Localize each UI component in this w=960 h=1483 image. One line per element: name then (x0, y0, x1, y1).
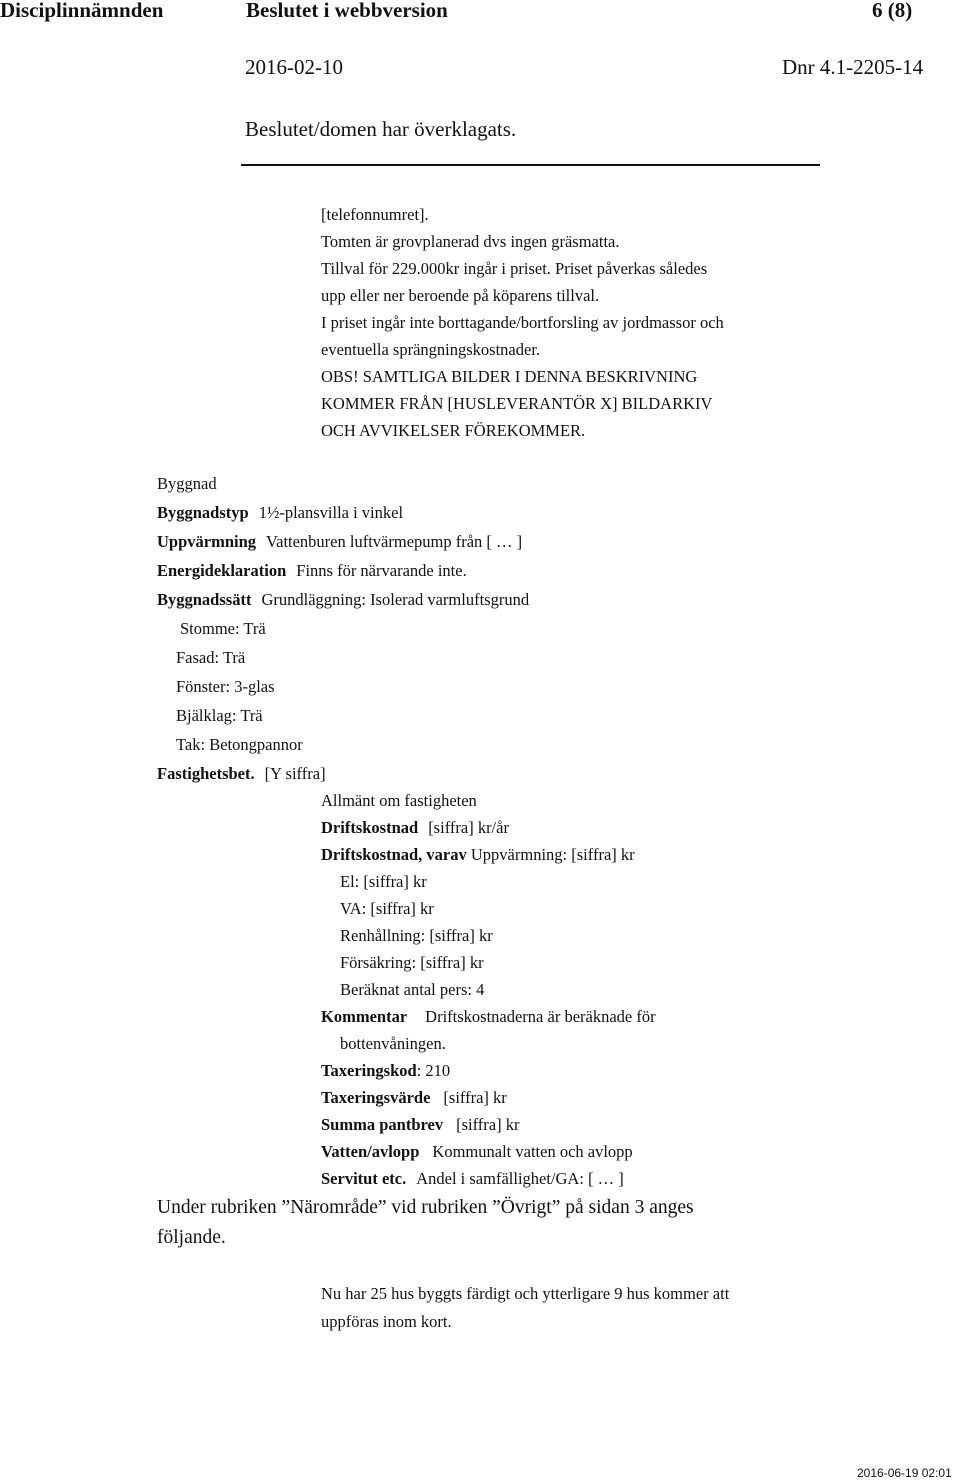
tax-value-row (321, 1088, 507, 1108)
quote-line: Tillval för 229.000kr ingår i priset. Priset påverkas således (321, 259, 708, 278)
row-value: [siffra] kr (443, 1088, 507, 1107)
row-value: Driftskostnaderna är beräknade för (425, 1007, 656, 1026)
row-value: Finns för närvarande inte. (296, 561, 467, 580)
row-label: Servitut etc. (321, 1169, 407, 1188)
mortgage-row (321, 1115, 519, 1135)
row-value: 1½-plansvilla i vinkel (258, 503, 404, 522)
building-section-title: Byggnad (157, 474, 217, 493)
row-label: Summa pantbrev (321, 1115, 444, 1134)
breakdown-line: Beräknat antal pers: 4 (340, 980, 485, 999)
row-label: Kommentar (321, 1007, 408, 1026)
quote-line: OCH AVVIKELSER FÖREKOMMER. (321, 421, 586, 440)
operating-cost-breakdown-row (321, 845, 635, 865)
property-section-title: Allmänt om fastigheten (321, 791, 477, 810)
header-org: Disciplinnämnden (0, 0, 164, 22)
row-label: Taxeringskod (321, 1061, 417, 1080)
construction-line: Fasad: Trä (176, 648, 246, 667)
breakdown-line: VA: [siffra] kr (340, 899, 434, 918)
quote-block (321, 201, 724, 444)
construction-line: Fönster: 3-glas (176, 677, 275, 696)
header-rule (241, 164, 820, 166)
row-label: Vatten/avlopp (321, 1142, 420, 1161)
row-value: Vattenburen luftvärmepump från [ … ] (266, 532, 523, 551)
row-value: Kommunalt vatten och avlopp (432, 1142, 633, 1161)
row-value: [siffra] kr/år (428, 818, 509, 837)
row-value: Uppvärmning: [siffra] kr (470, 845, 635, 864)
breakdown-line: Försäkring: [siffra] kr (340, 953, 484, 972)
header-dnr: Dnr 4.1-2205-14 (782, 55, 924, 79)
quote-line: KOMMER FRÅN [HUSLEVERANTÖR X] BILDARKIV (321, 394, 713, 413)
row-value: Grundläggning: Isolerad varmluftsgrund (261, 590, 530, 609)
row-label: Byggnadstyp (157, 503, 249, 522)
quote-line: I priset ingår inte borttagande/bortforsling av jordmassor och (321, 313, 724, 332)
header-doc-type: Beslutet i webbversion (246, 0, 448, 22)
breakdown-line: El: [siffra] kr (340, 872, 427, 891)
row-value: Andel i samfällighet/GA: [ … ] (416, 1169, 624, 1188)
property-designation-row (157, 764, 326, 784)
closing-quote-line: Nu har 25 hus byggts färdigt och ytterligare 9 hus kommer att (321, 1284, 730, 1303)
building-row-method (157, 590, 529, 610)
construction-line: Bjälklag: Trä (176, 706, 263, 725)
comment-row (321, 1007, 656, 1027)
quote-line: eventuella sprängningskostnader. (321, 340, 541, 359)
header-appeal-note: Beslutet/domen har överklagats. (245, 117, 517, 141)
row-label: Driftskostnad, varav (321, 845, 467, 864)
header-page-number: 6 (8) (872, 0, 913, 22)
operating-cost-row (321, 818, 509, 838)
breakdown-line: Renhållning: [siffra] kr (340, 926, 493, 945)
quote-line: Tomten är grovplanerad dvs ingen gräsmatta. (321, 232, 620, 251)
row-label: Byggnadssätt (157, 590, 252, 609)
row-value: [Y siffra] (264, 764, 326, 783)
row-value: : 210 (416, 1061, 451, 1080)
closing-quote-line: uppföras inom kort. (321, 1312, 452, 1331)
footer-timestamp: 2016-06-19 02:01 (857, 1466, 952, 1480)
row-label: Uppvärmning (157, 532, 257, 551)
row-label: Taxeringsvärde (321, 1088, 431, 1107)
construction-line: Tak: Betongpannor (176, 735, 303, 754)
quote-line: [telefonnumret]. (321, 205, 429, 224)
row-label: Energideklaration (157, 561, 287, 580)
water-row (321, 1142, 633, 1162)
tax-code-row (321, 1061, 450, 1081)
row-label: Driftskostnad (321, 818, 419, 837)
body-paragraph-line: Under rubriken ”Närområde” vid rubriken ”Övrigt” på sidan 3 anges (157, 1197, 694, 1218)
header-date: 2016-02-10 (245, 55, 343, 79)
building-row-heating (157, 532, 522, 552)
quote-line: OBS! SAMTLIGA BILDER I DENNA BESKRIVNING (321, 367, 698, 386)
quote-line: upp eller ner beroende på köparens tillval. (321, 286, 600, 305)
construction-line: Stomme: Trä (180, 619, 266, 638)
body-paragraph-line: följande. (157, 1227, 226, 1248)
building-row-type (157, 503, 403, 523)
building-row-energy (157, 561, 467, 581)
comment-continuation: bottenvåningen. (340, 1034, 446, 1053)
row-label: Fastighetsbet. (157, 764, 255, 783)
easement-row (321, 1169, 624, 1189)
row-value: [siffra] kr (456, 1115, 520, 1134)
